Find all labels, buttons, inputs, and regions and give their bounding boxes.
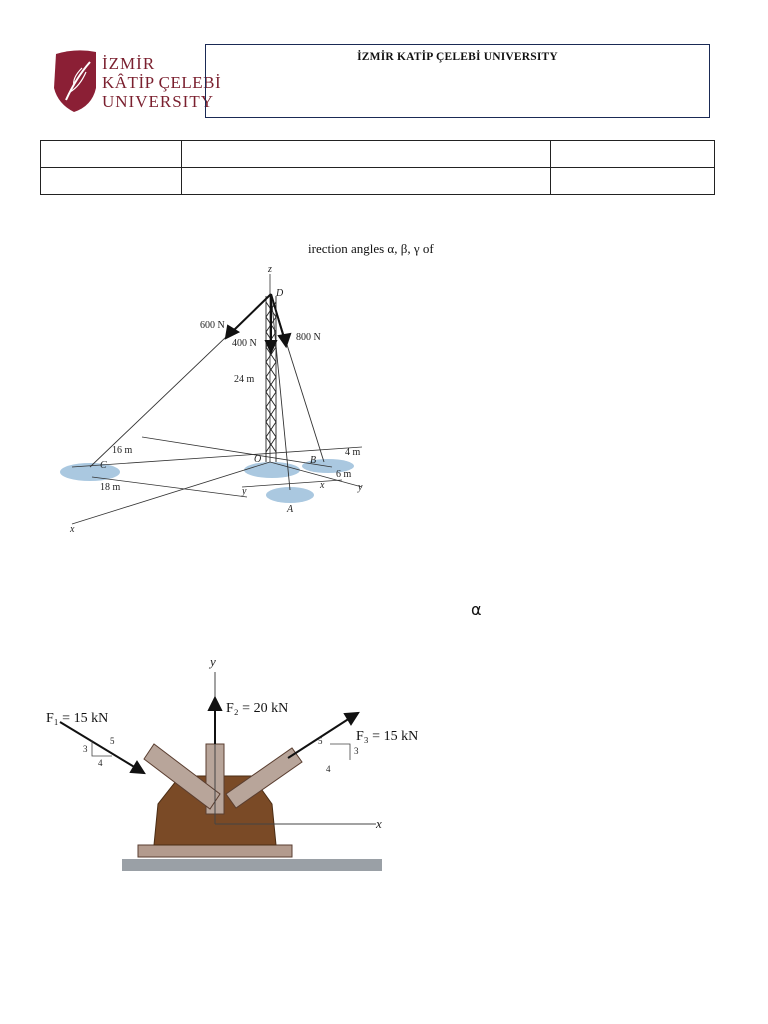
- point-a: A: [287, 504, 294, 515]
- support-pad-o: [244, 462, 300, 478]
- table-row: [41, 168, 715, 195]
- question-2-alpha: α: [471, 600, 482, 619]
- university-title: İZMİR KATİP ÇELEBİ UNIVERSITY: [357, 51, 558, 63]
- point-c: C: [100, 460, 107, 471]
- tower-cable-figure: [52, 262, 382, 542]
- table-row: [41, 141, 715, 168]
- table-cell: [551, 168, 715, 195]
- logo-line-1: İZMİR: [102, 54, 156, 73]
- axis-z: z: [268, 264, 272, 275]
- dim-16m: 16 m: [112, 445, 133, 456]
- axis-x: x: [376, 816, 382, 831]
- dim-6m: 6 m: [336, 469, 352, 480]
- force-label-f3: F₃ = 15 kN: [356, 729, 419, 744]
- point-d: D: [276, 288, 284, 299]
- point-b: B: [310, 455, 317, 466]
- table-cell: [182, 141, 551, 168]
- axis-y: y: [210, 654, 216, 669]
- force-label-f2: F₂ = 20 kN: [226, 701, 289, 716]
- bracket-plate: [138, 845, 292, 857]
- ground-base: [122, 859, 382, 871]
- feather-shield-icon: [52, 48, 98, 114]
- dim-18m: 18 m: [100, 482, 121, 493]
- axis-x: x: [70, 524, 75, 535]
- table-cell: [41, 168, 182, 195]
- table-cell: [551, 141, 715, 168]
- logo-line-3: UNIVERSITY: [102, 92, 214, 111]
- info-table: [40, 140, 715, 195]
- force-label-600: 600 N: [200, 320, 225, 331]
- axis-y: y: [358, 482, 363, 493]
- slope-left-3: 3: [83, 744, 88, 754]
- slope-left-5: 5: [110, 736, 115, 746]
- logo-line-2: KÂTİP ÇELEBİ: [102, 73, 222, 92]
- table-cell: [41, 141, 182, 168]
- slope-right-3: 3: [354, 746, 359, 756]
- force-label-f1: F₁ = 15 kN: [46, 711, 109, 726]
- bracket-forces-figure: [40, 652, 450, 882]
- axis-x-inner: x: [320, 480, 325, 491]
- slope-right-4: 4: [326, 764, 331, 774]
- table-cell: [182, 168, 551, 195]
- dim-24m: 24 m: [234, 374, 255, 385]
- axis-y-inner: y: [242, 486, 247, 497]
- slope-left-4: 4: [98, 758, 103, 768]
- slope-right-5: 5: [318, 736, 323, 746]
- dim-4m: 4 m: [345, 447, 361, 458]
- force-label-800: 800 N: [296, 332, 321, 343]
- question-1-text: irection angles α, β, γ of: [308, 241, 434, 256]
- university-logo: [52, 46, 222, 120]
- header-box: [205, 44, 710, 118]
- point-o: O: [254, 454, 262, 465]
- force-label-400: 400 N: [232, 338, 257, 349]
